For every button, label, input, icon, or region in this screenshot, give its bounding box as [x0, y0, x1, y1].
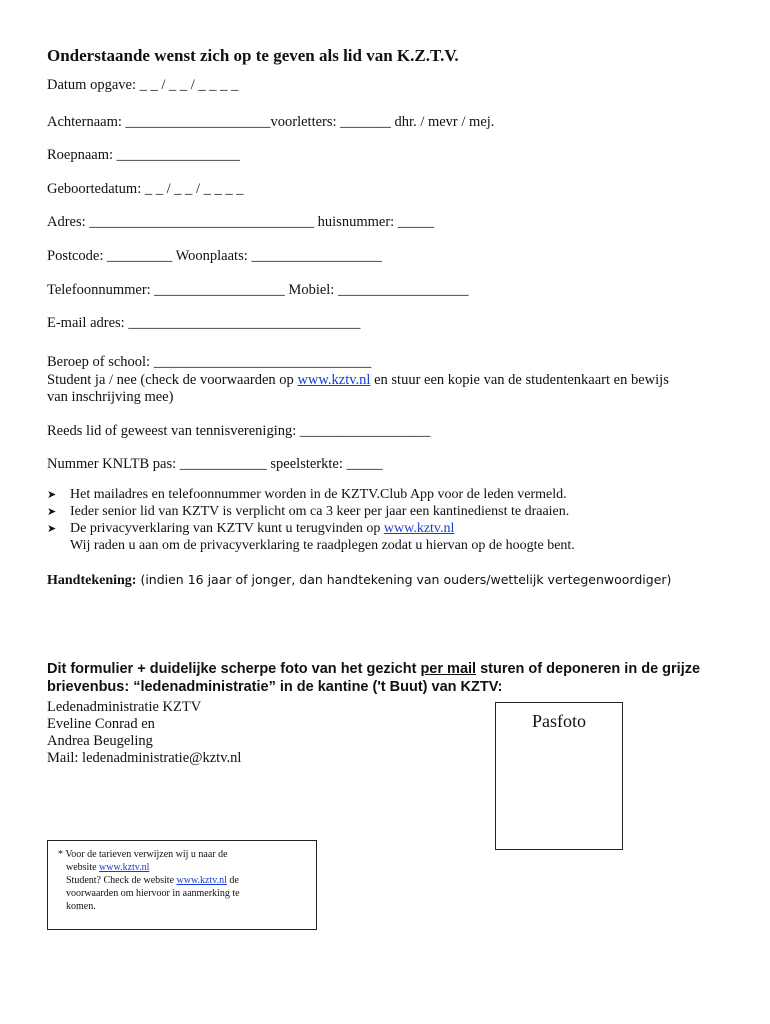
signature-note: (indien 16 jaar of jonger, dan handtekening van ouders/wettelijk vertegenwoordiger) — [136, 572, 672, 587]
submission-notice — [47, 660, 727, 696]
passport-photo-box[interactable] — [495, 702, 623, 850]
roepnaam-field[interactable]: Roepnaam: _________________ — [47, 147, 240, 163]
reeds-lid-field[interactable]: Reeds lid of geweest van tennisvereniging: __________________ — [47, 423, 431, 439]
address-line: Ledenadministratie KZTV — [47, 699, 202, 715]
photo-label: Pasfoto — [532, 711, 586, 731]
footnote-line: voorwaarden om hiervoor in aanmerking te — [66, 888, 240, 899]
telefoon-field[interactable]: Telefoonnummer: __________________ Mobiel: __________________ — [47, 282, 469, 298]
address-block — [47, 699, 241, 767]
achternaam-field[interactable]: Achternaam: ____________________voorletters: _______ dhr. / mevr / mej. — [47, 114, 495, 130]
bullet-text: Het mailadres en telefoonnummer worden in de KZTV.Club App voor de leden vermeld. — [70, 487, 567, 502]
bullet-text: Ieder senior lid van KZTV is verplicht om ca 3 keer per jaar een kantinedienst te draaien. — [70, 504, 570, 519]
bullet-item — [47, 486, 747, 503]
geboortedatum-field[interactable]: Geboortedatum: _ _ / _ _ / _ _ _ _ — [47, 181, 244, 197]
footnote-line — [58, 861, 308, 874]
address-email: Mail: ledenadministratie@kztv.nl — [47, 750, 242, 766]
postcode-field[interactable]: Postcode: _________ Woonplaats: __________________ — [47, 248, 382, 264]
beroep-field[interactable]: Beroep of school: ______________________________ — [47, 354, 372, 370]
email-field[interactable]: E-mail adres: ________________________________ — [47, 315, 361, 331]
student-link[interactable]: www.kztv.nl — [297, 372, 371, 388]
bullet-item — [47, 520, 747, 537]
student-text-suffix: en stuur een kopie van de studentenkaart en bewijs — [370, 372, 669, 388]
datum-opgave-field[interactable]: Datum opgave: _ _ / _ _ / _ _ _ _ — [47, 77, 239, 93]
address-line: Eveline Conrad en — [47, 716, 155, 732]
footnote-text: de — [226, 875, 239, 886]
knltb-field[interactable]: Nummer KNLTB pas: ____________ speelsterkte: _____ — [47, 456, 383, 472]
footnote-student-link[interactable]: www.kztv.nl — [176, 875, 227, 886]
arrow-icon: ➤ — [47, 522, 57, 535]
arrow-icon: ➤ — [47, 505, 57, 518]
notice-text: Dit formulier + duidelijke scherpe foto van het gezicht — [47, 661, 421, 677]
footnote-text: website — [66, 862, 100, 873]
footnote-text: Student? Check de website — [66, 875, 177, 886]
bullet-continuation — [47, 537, 747, 554]
notice-text-2: sturen of deponeren in de grijze brievenbus: “ledenadministratie” in de kantine ('t Buut) van KZTV: — [47, 661, 701, 695]
bullet-text: Wij raden u aan om de privacyverklaring te raadplegen zodat u hiervan op de hoogte bent. — [70, 538, 575, 553]
footnote-line — [58, 874, 308, 887]
arrow-icon: ➤ — [47, 488, 57, 501]
footnote-box — [47, 840, 317, 930]
bullet-text: De privacyverklaring van KZTV kunt u terugvinden op — [70, 521, 384, 536]
student-text: Student ja / nee (check de voorwaarden op — [47, 372, 298, 388]
footnote-website-link[interactable]: www.kztv.nl — [99, 862, 150, 873]
footnote-line: komen. — [66, 901, 96, 912]
adres-field[interactable]: Adres: _______________________________ huisnummer: _____ — [47, 214, 435, 230]
privacy-link[interactable]: www.kztv.nl — [383, 521, 455, 536]
info-bullets — [47, 486, 747, 554]
student-line — [47, 371, 669, 389]
footnote-line: * Voor de tarieven verwijzen wij u naar de — [58, 849, 228, 860]
signature-line[interactable] — [47, 572, 671, 589]
address-line: Andrea Beugeling — [47, 733, 153, 749]
student-line-2: van inschrijving mee) — [47, 389, 174, 405]
notice-emphasis: per mail — [420, 661, 477, 677]
form-title: Onderstaande wenst zich op te geven als lid van K.Z.T.V. — [47, 46, 459, 65]
bullet-item — [47, 503, 747, 520]
signature-label: Handtekening: — [47, 573, 137, 588]
